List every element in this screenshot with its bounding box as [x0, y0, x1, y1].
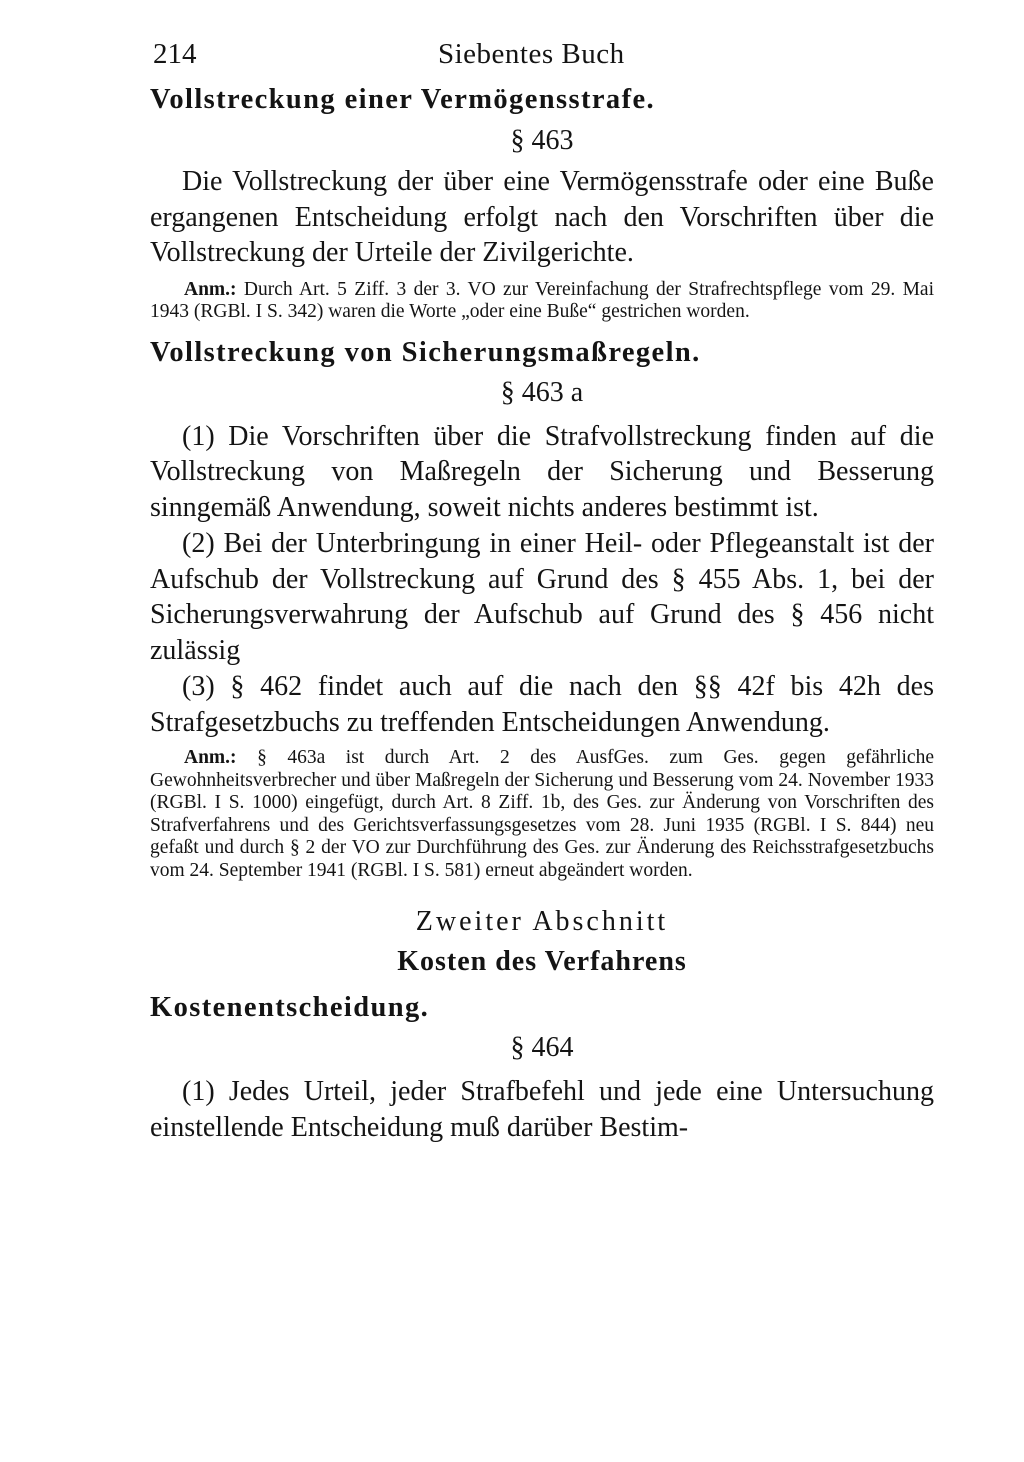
paragraph-text-463: Die Vollstreckung der über eine Vermögensstrafe oder eine Buße ergangenen Entscheidung erfolgt nach den Vorschriften über die Vollstreckung der Urteile der Zivilgerichte. [150, 166, 934, 268]
paragraph-463a-clause-3: (3) § 462 findet auch auf die nach den §§ 42f bis 42h des Strafgesetzbuchs zu treffenden Entscheidungen Anwendung. [150, 671, 934, 738]
paragraph-463a-clause-1: (1) Die Vorschriften über die Strafvollstreckung finden auf die Vollstreckung von Maßregeln der Sicherung und Besserung sinngemäß Anwendung, soweit nichts anderes bestimmt ist. [150, 420, 934, 523]
part-title: Zweiter Abschnitt [415, 906, 669, 937]
section-heading-463: Vollstreckung einer Vermögensstrafe. [150, 84, 656, 115]
document-page [150, 28, 934, 1145]
paragraph-number-464: § 464 [510, 1032, 574, 1063]
section-heading-463a: Vollstreckung von Sicherungsmaßregeln. [150, 336, 701, 368]
paragraph-464-clause-1: (1) Jedes Urteil, jeder Strafbefehl und jede eine Untersuchung einstellende Entscheidung muß darüber Bestim- [150, 1076, 934, 1143]
annotation-text: Durch Art. 5 Ziff. 3 der 3. VO zur Vereinfachung der Strafrechtspflege vom 29. Mai 1943 (RGBl. I S. 342) waren die Worte „oder eine Buße“ gestrichen worden. [150, 278, 935, 322]
paragraph-number-463: § 463 [510, 125, 574, 156]
page-number: 214 [153, 38, 197, 70]
paragraph-463a-clause-2: (2) Bei der Unterbringung in einer Heil- oder Pflegeanstalt ist der Aufschub der Vollstreckung auf Grund des § 455 Abs. 1, bei der Sicherungsverwahrung der Aufschub auf Grund des § 456 nicht zulässig [150, 528, 934, 666]
annotation-label: Anm.: [184, 747, 237, 768]
book-title: Siebentes Buch [438, 38, 625, 70]
annotation-463a [150, 747, 934, 882]
part-subtitle: Kosten des Verfahrens [397, 946, 687, 977]
running-header [150, 28, 934, 74]
annotation-label: Anm.: [184, 278, 237, 300]
annotation-463 [150, 279, 934, 324]
paragraph-number-463a: § 463 a [500, 376, 584, 408]
section-heading-464: Kostenentscheidung. [150, 992, 430, 1023]
annotation-text: § 463a ist durch Art. 2 des AusfGes. zum Ges. gegen gefährliche Gewohnheitsverbrecher und über Maßregeln der Sicherung und Besserung vom 24. November 1933 (RGBl. I S. 1000) eingefügt, durch Art. 8 Ziff. 1b, des Ges. zur Änderung von Vorschriften des Strafverfahrens und des Gerichtsverfassungsgesetzes vom 28. Juni 1935 (RGBl. I S. 844) neu gefaßt und durch § 2 der VO zur Durchführung des Ges. zur Änderung des Reichsstrafgesetzbuchs vom 24. September 1941 (RGBl. I S. 581) erneut abgeändert worden. [150, 747, 934, 881]
